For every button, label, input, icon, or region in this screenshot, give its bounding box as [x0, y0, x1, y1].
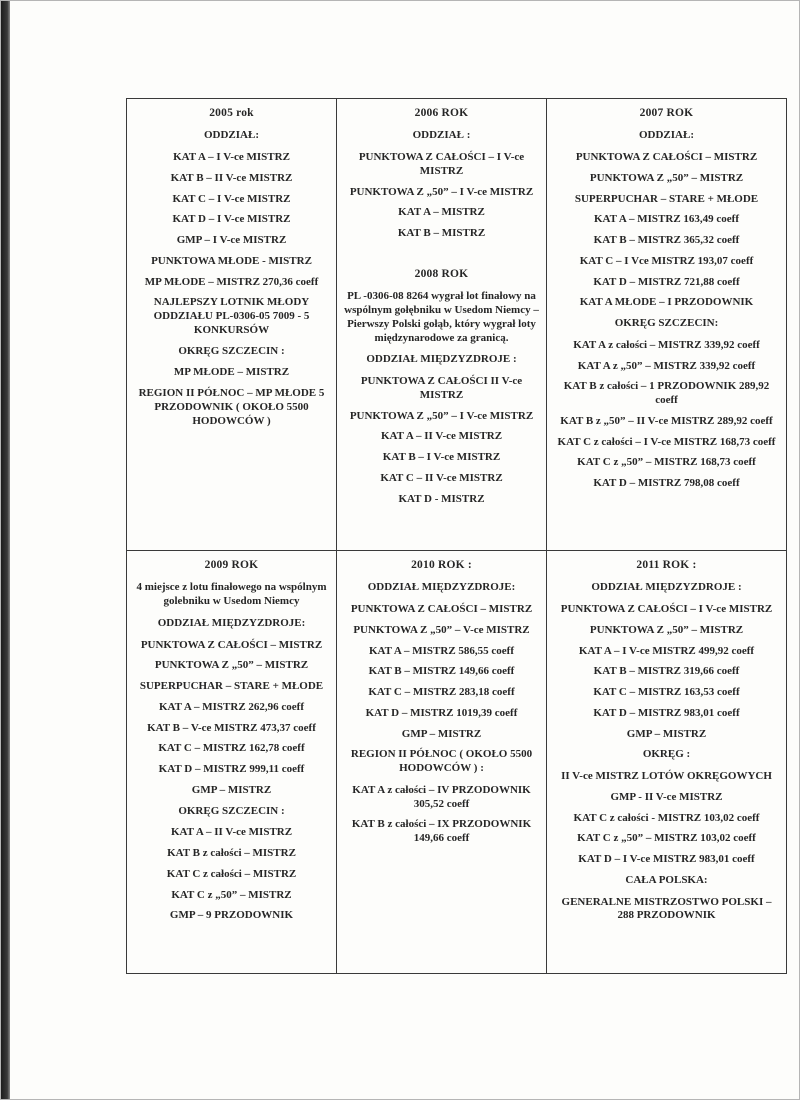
achievement-line: KAT D – MISTRZ 1019,39 coeff	[365, 706, 518, 719]
achievement-line: PUNKTOWA Z „50” – I V-ce MISTRZ	[349, 185, 534, 198]
achievement-line: KAT C z całości – I V-ce MISTRZ 168,73 coeff	[557, 435, 776, 448]
achievement-line: PUNKTOWA Z CAŁOŚCI – I V-ce MISTRZ	[560, 603, 773, 616]
year-heading: 2005 rok	[209, 107, 254, 119]
achievement-line: KAT A – MISTRZ 163,49 coeff	[593, 213, 740, 226]
achievement-line: KAT D – MISTRZ 798,08 coeff	[593, 477, 740, 490]
achievement-line: GMP – I V-ce MISTRZ	[176, 234, 287, 247]
section-heading: ODDZIAŁ MIĘDZYZDROJE:	[367, 581, 516, 594]
section-heading: OKRĘG :	[642, 748, 691, 761]
achievement-line: PUNKTOWA Z „50” – V-ce MISTRZ	[353, 623, 530, 636]
achievement-line: KAT C – I Vce MISTRZ 193,07 coeff	[579, 254, 754, 267]
achievement-line: KAT C – I V-ce MISTRZ	[172, 192, 291, 205]
achievement-line: KAT C – MISTRZ 283,18 coeff	[368, 686, 515, 699]
table-cell-2010	[337, 551, 547, 973]
achievement-line: KAT A – I V-ce MISTRZ 499,92 coeff	[578, 644, 755, 657]
achievements-table	[126, 98, 787, 974]
achievement-line: KAT B – I V-ce MISTRZ	[382, 451, 501, 463]
achievement-line: PUNKTOWA Z „50” – MISTRZ	[154, 659, 309, 672]
section-heading: OKRĘG SZCZECIN :	[178, 804, 285, 817]
year-heading: 2006 ROK	[414, 107, 469, 119]
section-heading: REGION II PÓŁNOC ( OKOŁO 5500 HODOWCÓW ) :	[350, 748, 533, 775]
achievement-line: KAT A z „50” – MISTRZ 339,92 coeff	[577, 359, 756, 372]
year-heading: 2009 ROK	[204, 559, 259, 571]
year-heading: 2008 ROK	[414, 267, 469, 280]
table-cell-2011	[547, 551, 786, 973]
achievement-line: KAT A – MISTRZ 586,55 coeff	[368, 644, 515, 657]
achievement-line: KAT C z „50” – MISTRZ 168,73 coeff	[577, 456, 756, 469]
achievement-line: PUNKTOWA Z CAŁOŚCI – I V-ce MISTRZ	[358, 151, 525, 177]
achievement-line: KAT A z całości – IV PRZODOWNIK 305,52 coeff	[352, 783, 531, 810]
achievement-line: SUPERPUCHAR – STARE + MŁODE	[139, 680, 324, 693]
achievement-line: PUNKTOWA Z „50” – MISTRZ	[589, 623, 744, 636]
section-heading: CAŁA POLSKA:	[625, 873, 708, 886]
achievement-line: KAT B – MISTRZ 319,66 coeff	[593, 665, 740, 678]
achievement-line: KAT A MŁODE – I PRZODOWNIK	[579, 296, 754, 309]
achievement-line: PUNKTOWA MŁODE - MISTRZ	[151, 254, 312, 267]
achievement-line: KAT B z całości – IX PRZODOWNIK 149,66 coeff	[351, 818, 532, 845]
achievement-line: GMP – MISTRZ	[191, 783, 272, 796]
table-cell-2005	[127, 99, 337, 551]
note-paragraph: 4 miejsce z lotu finałowego na wspólnym golebniku w Usedom Niemcy	[136, 581, 327, 608]
section-heading: ODDZIAŁ:	[203, 129, 259, 142]
achievement-line: KAT A – I V-ce MISTRZ	[173, 151, 290, 164]
achievement-line: KAT A – MISTRZ 262,96 coeff	[158, 700, 305, 713]
achievement-line: MP MŁODE – MISTRZ 270,36 coeff	[144, 275, 319, 288]
year-heading: 2011 ROK :	[636, 559, 697, 571]
table-cell-2009	[127, 551, 337, 973]
section-heading: OKRĘG SZCZECIN:	[614, 317, 719, 330]
note-paragraph: PL -0306-08 8264 wygrał lot finałowy na wspólnym gołębniku w Usedom Niemcy – Pierwszy Polski gołąb, który wygrał loty międzynarodowe za granicą.	[344, 290, 539, 344]
achievement-line: KAT C – MISTRZ 162,78 coeff	[158, 742, 305, 755]
achievement-line: KAT A – II V-ce MISTRZ	[380, 430, 503, 443]
achievement-line: KAT B – MISTRZ	[397, 227, 486, 240]
achievement-line: KAT C z całości – MISTRZ	[166, 867, 297, 880]
achievement-line: KAT A z całości – MISTRZ 339,92 coeff	[573, 338, 760, 351]
section-heading: ODDZIAŁ MIĘDZYZDROJE :	[366, 353, 517, 366]
section-heading: ODDZIAŁ:	[638, 129, 694, 142]
achievement-line: KAT C – II V-ce MISTRZ	[380, 471, 503, 484]
achievement-line: KAT C – MISTRZ 163,53 coeff	[593, 686, 740, 699]
achievement-line: NAJLEPSZY LOTNIK MŁODY ODDZIAŁU PL-0306-05 7009 - 5 KONKURSÓW	[153, 296, 310, 336]
achievement-line: KAT D - MISTRZ	[398, 492, 485, 505]
achievement-line: PUNKTOWA Z CAŁOŚCI – MISTRZ	[350, 603, 533, 616]
achievement-line: REGION II PÓŁNOC – MP MŁODE 5 PRZODOWNIK ( OKOŁO 5500 HODOWCÓW )	[138, 387, 325, 427]
achievement-line: KAT B – MISTRZ 149,66 coeff	[368, 665, 515, 678]
year-heading: 2007 ROK	[639, 107, 694, 119]
achievement-line: SUPERPUCHAR – STARE + MŁODE	[574, 192, 759, 205]
table-cell-2006-2008	[337, 99, 547, 551]
achievement-line: KAT A – II V-ce MISTRZ	[170, 826, 293, 839]
achievement-line: PUNKTOWA Z CAŁOŚCI – MISTRZ	[575, 151, 758, 164]
achievement-line: PUNKTOWA Z „50” – MISTRZ	[589, 171, 744, 184]
achievement-line: GMP – 9 PRZODOWNIK	[169, 909, 294, 922]
achievement-line: PUNKTOWA Z CAŁOŚCI II V-ce MISTRZ	[360, 375, 523, 401]
section-heading: ODDZIAŁ :	[412, 129, 471, 142]
achievement-line: PUNKTOWA Z CAŁOŚCI – MISTRZ	[140, 638, 323, 651]
year-heading: 2010 ROK :	[411, 559, 472, 571]
achievement-line: KAT A – MISTRZ	[398, 206, 485, 219]
achievement-line: KAT B z całości – MISTRZ	[167, 847, 296, 860]
achievement-line: KAT D – MISTRZ 721,88 coeff	[593, 275, 740, 288]
achievement-line: GMP - II V-ce MISTRZ	[610, 790, 723, 803]
scan-edge-shadow	[1, 1, 10, 1099]
achievement-line: KAT B – II V-ce MISTRZ	[170, 171, 293, 184]
achievement-line: KAT C z „50” – MISTRZ 103,02 coeff	[577, 832, 756, 845]
achievement-line: MP MŁODE – MISTRZ	[173, 366, 290, 379]
achievement-line: KAT C z „50” – MISTRZ	[171, 888, 292, 901]
achievement-line: KAT D – I V-ce MISTRZ	[172, 213, 291, 226]
achievement-line: KAT B – V-ce MISTRZ 473,37 coeff	[147, 721, 316, 734]
section-heading: ODDZIAŁ MIĘDZYZDROJE:	[157, 616, 306, 629]
achievement-line: II V-ce MISTRZ LOTÓW OKRĘGOWYCH	[561, 770, 772, 783]
section-heading: ODDZIAŁ MIĘDZYZDROJE :	[591, 581, 742, 594]
achievement-line: KAT B z całości – 1 PRZODOWNIK 289,92 coeff	[563, 380, 770, 407]
achievement-line: GMP – MISTRZ	[626, 727, 707, 740]
achievement-line: KAT D – I V-ce MISTRZ 983,01 coeff	[578, 853, 755, 866]
achievement-line: PUNKTOWA Z „50” – I V-ce MISTRZ	[349, 409, 534, 422]
achievement-line: GENERALNE MISTRZOSTWO POLSKI – 288 PRZODOWNIK	[561, 895, 772, 922]
achievement-line: KAT D – MISTRZ 999,11 coeff	[158, 763, 305, 776]
achievement-line: KAT C z całości - MISTRZ 103,02 coeff	[573, 811, 760, 824]
section-heading: OKRĘG SZCZECIN :	[178, 344, 285, 357]
achievement-line: GMP – MISTRZ	[401, 727, 482, 740]
achievement-line: KAT B – MISTRZ 365,32 coeff	[593, 234, 740, 247]
table-cell-2007	[547, 99, 786, 551]
achievement-line: KAT B z „50” – II V-ce MISTRZ 289,92 coeff	[560, 414, 773, 427]
achievement-line: KAT D – MISTRZ 983,01 coeff	[593, 706, 740, 719]
